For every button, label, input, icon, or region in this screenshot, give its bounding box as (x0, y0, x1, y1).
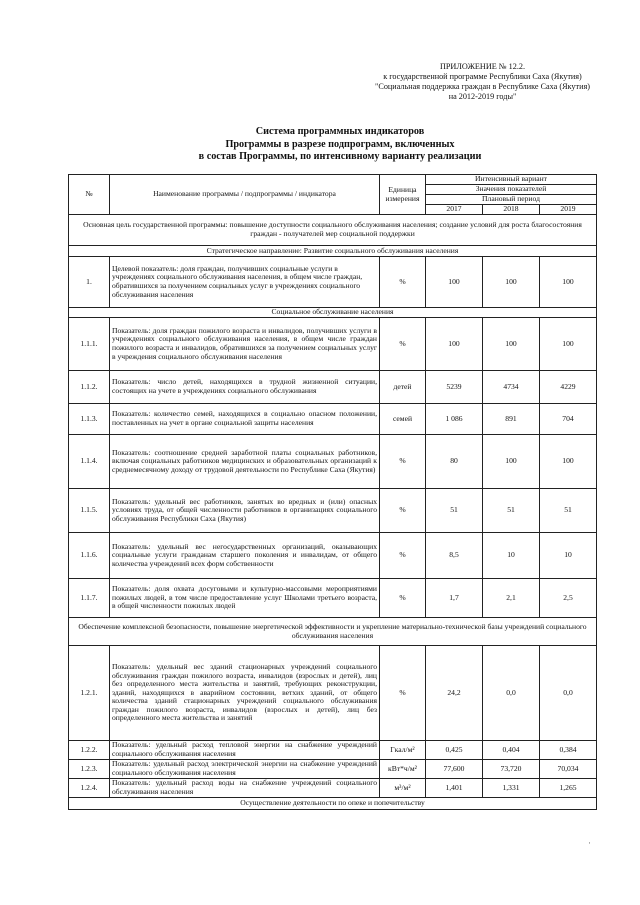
header-year: 2017 (426, 205, 483, 215)
row-number: 1.2.1. (69, 646, 110, 741)
header-line: "Социальная поддержка граждан в Республике Саха (Якутия) (375, 82, 590, 91)
header-unit: Единица измерения (380, 175, 426, 215)
value-2018: 73,720 (483, 760, 540, 779)
value-2019: 1,265 (540, 779, 597, 798)
table-row (69, 646, 597, 741)
section-title: Основная цель государственной программы: повышение доступности социального обслуживания населения; создание условий для роста благосостояния граждан - получателей мер социальной поддержки (69, 215, 597, 246)
value-2018: 0,404 (483, 741, 540, 760)
indicator-name: Показатель: удельный вес негосударственных организаций, оказывающих социальные услуги гражданам старшего поколения и инвалидам, от общего количества учреждений всех форм собственности (110, 533, 380, 579)
indicator-name: Показатель: количество семей, находящихся в социально опасном положении, поставленных на учет в органе социальной защиты населения (110, 404, 380, 435)
header-values: Значения показателей (426, 185, 597, 195)
row-number: 1.1.1. (69, 318, 110, 371)
indicator-name: Показатель: удельный расход тепловой энергии на снабжение учреждений социального обслуживания населения (110, 741, 380, 760)
indicator-unit: семей (380, 404, 426, 435)
value-2019: 2,5 (540, 579, 597, 618)
table-row (69, 371, 597, 404)
indicator-name: Показатель: удельный расход электрической энергии на снабжение учреждений социального обслуживания населения (110, 760, 380, 779)
row-number: 1.1.5. (69, 489, 110, 533)
row-number: 1.2.3. (69, 760, 110, 779)
value-2017: 100 (426, 318, 483, 371)
row-number: 1.1.2. (69, 371, 110, 404)
section-title: Стратегическое направление: Развитие социального обслуживания населения (69, 246, 597, 257)
indicator-unit: % (380, 533, 426, 579)
value-2018: 1,331 (483, 779, 540, 798)
value-2018: 2,1 (483, 579, 540, 618)
table-row (69, 404, 597, 435)
indicator-name: Показатель: соотношение средней заработной платы социальных работников, включая социальных работников медицинских и образовательных организаций к среднемесячному доходу от трудовой деятельности по Республике Саха (Якутия) (110, 435, 380, 489)
title-line: Система программных индикаторов (255, 126, 425, 137)
title-line: Программы в разрезе подпрограмм, включенных (225, 138, 455, 150)
value-2018: 100 (483, 257, 540, 308)
value-2017: 77,600 (426, 760, 483, 779)
value-2019: 0,384 (540, 741, 597, 760)
section-row (69, 215, 597, 246)
indicator-name: Показатель: доля охвата досуговыми и культурно-массовыми мероприятиями пожилых людей, в том числе предоставление услуг Школами третьего возраста, в общей численности пожилых людей (110, 579, 380, 618)
table-row (69, 760, 597, 779)
row-number: 1.1.6. (69, 533, 110, 579)
table-row (69, 318, 597, 371)
indicators-table (68, 174, 597, 810)
indicator-unit: детей (380, 371, 426, 404)
header-name: Наименование программы / подпрограммы / индикатора (110, 175, 380, 215)
value-2018: 10 (483, 533, 540, 579)
header-num: № (69, 175, 110, 215)
indicator-unit: кВт*ч/м² (380, 760, 426, 779)
section-row (69, 798, 597, 810)
header-period: Плановый период (426, 195, 597, 205)
value-2019: 51 (540, 489, 597, 533)
section-title: Социальное обслуживание населения (69, 308, 597, 318)
section-row (69, 308, 597, 318)
row-number: 1.1.7. (69, 579, 110, 618)
value-2018: 4734 (483, 371, 540, 404)
section-row (69, 618, 597, 646)
value-2017: 100 (426, 257, 483, 308)
indicator-unit: м³/м² (380, 779, 426, 798)
value-2019: 704 (540, 404, 597, 435)
table-header-row (69, 175, 597, 185)
table-row (69, 489, 597, 533)
header-year: 2018 (483, 205, 540, 215)
value-2018: 100 (483, 435, 540, 489)
indicator-name: Показатель: число детей, находящихся в трудной жизненной ситуации, состоящих на учете в учреждениях социального обслуживания (110, 371, 380, 404)
indicator-name: Показатель: удельный расход воды на снабжение учреждений социального обслуживания населения (110, 779, 380, 798)
indicator-unit: % (380, 318, 426, 371)
table-row (69, 257, 597, 308)
header-line: на 2012-2019 годы" (448, 92, 517, 101)
value-2017: 1,7 (426, 579, 483, 618)
indicator-unit: % (380, 646, 426, 741)
indicator-name: Показатель: удельный вес работников, занятых во вредных и (или) опасных условиях труда, от общей численности работников в организациях социального обслуживания Республики Саха (Якутия) (110, 489, 380, 533)
header-year: 2019 (540, 205, 597, 215)
title-line: в состав Программы, по интенсивному варианту реализации (198, 151, 482, 162)
header-variant: Интенсивный вариант (426, 175, 597, 185)
value-2017: 8,5 (426, 533, 483, 579)
value-2017: 5239 (426, 371, 483, 404)
table-row (69, 741, 597, 760)
value-2018: 51 (483, 489, 540, 533)
value-2017: 1,401 (426, 779, 483, 798)
indicator-name: Целевой показатель: доля граждан, получивших социальные услуги в учреждениях социального обслуживания населения, в общем числе граждан, обратившихся за получением социальных услуг в учреждениях социального обслуживания населения (110, 257, 380, 308)
indicator-name: Показатель: удельный вес зданий стационарных учреждений социального обслуживания граждан пожилого возраста, инвалидов (взрослых и детей), лиц без определенного места жительства и занятий, требующих реконструкции, зданий, находящихся в аварийном состоянии, ветхих зданий, от общего количества зданий стационарных учреждений социального обслуживания граждан пожилого возраста, инвалидов (взрослых и детей), лиц без определенного места жительства и занятий (110, 646, 380, 741)
table-row (69, 579, 597, 618)
value-2019: 70,034 (540, 760, 597, 779)
section-title: Осуществление деятельности по опеке и попечительству (69, 798, 597, 810)
header-line: к государственной программе Республики Саха (Якутия) (383, 72, 582, 81)
value-2017: 0,425 (426, 741, 483, 760)
value-2018: 891 (483, 404, 540, 435)
value-2017: 1 086 (426, 404, 483, 435)
indicator-unit: Гкал/м² (380, 741, 426, 760)
table-row (69, 779, 597, 798)
value-2019: 4229 (540, 371, 597, 404)
appendix-header (370, 62, 595, 102)
row-number: 1.2.2. (69, 741, 110, 760)
table-row (69, 533, 597, 579)
value-2018: 100 (483, 318, 540, 371)
section-title: Обеспечение комплексной безопасности, повышение энергетической эффективности и укрепление материально-технической базы учреждений социального обслуживания населения (69, 618, 597, 646)
value-2019: 10 (540, 533, 597, 579)
value-2019: 100 (540, 435, 597, 489)
value-2017: 80 (426, 435, 483, 489)
value-2019: 100 (540, 257, 597, 308)
row-number: 1.1.4. (69, 435, 110, 489)
row-number: 1.1.3. (69, 404, 110, 435)
row-number: 1. (69, 257, 110, 308)
section-row (69, 246, 597, 257)
value-2017: 24,2 (426, 646, 483, 741)
value-2019: 100 (540, 318, 597, 371)
table-row (69, 435, 597, 489)
indicator-unit: % (380, 435, 426, 489)
value-2018: 0,0 (483, 646, 540, 741)
value-2017: 51 (426, 489, 483, 533)
indicator-unit: % (380, 489, 426, 533)
indicator-name: Показатель: доля граждан пожилого возраста и инвалидов, получивших услуги в учреждениях социального обслуживания населения, в общем числе граждан пожилого возраста и инвалидов, обратившихся за получением социальных услуг в учреждения социального обслуживания населения (110, 318, 380, 371)
indicator-unit: % (380, 579, 426, 618)
document-title (60, 126, 620, 164)
scan-mark: · (588, 838, 591, 848)
value-2019: 0,0 (540, 646, 597, 741)
indicator-unit: % (380, 257, 426, 308)
header-line: ПРИЛОЖЕНИЕ № 12.2. (439, 62, 526, 71)
row-number: 1.2.4. (69, 779, 110, 798)
